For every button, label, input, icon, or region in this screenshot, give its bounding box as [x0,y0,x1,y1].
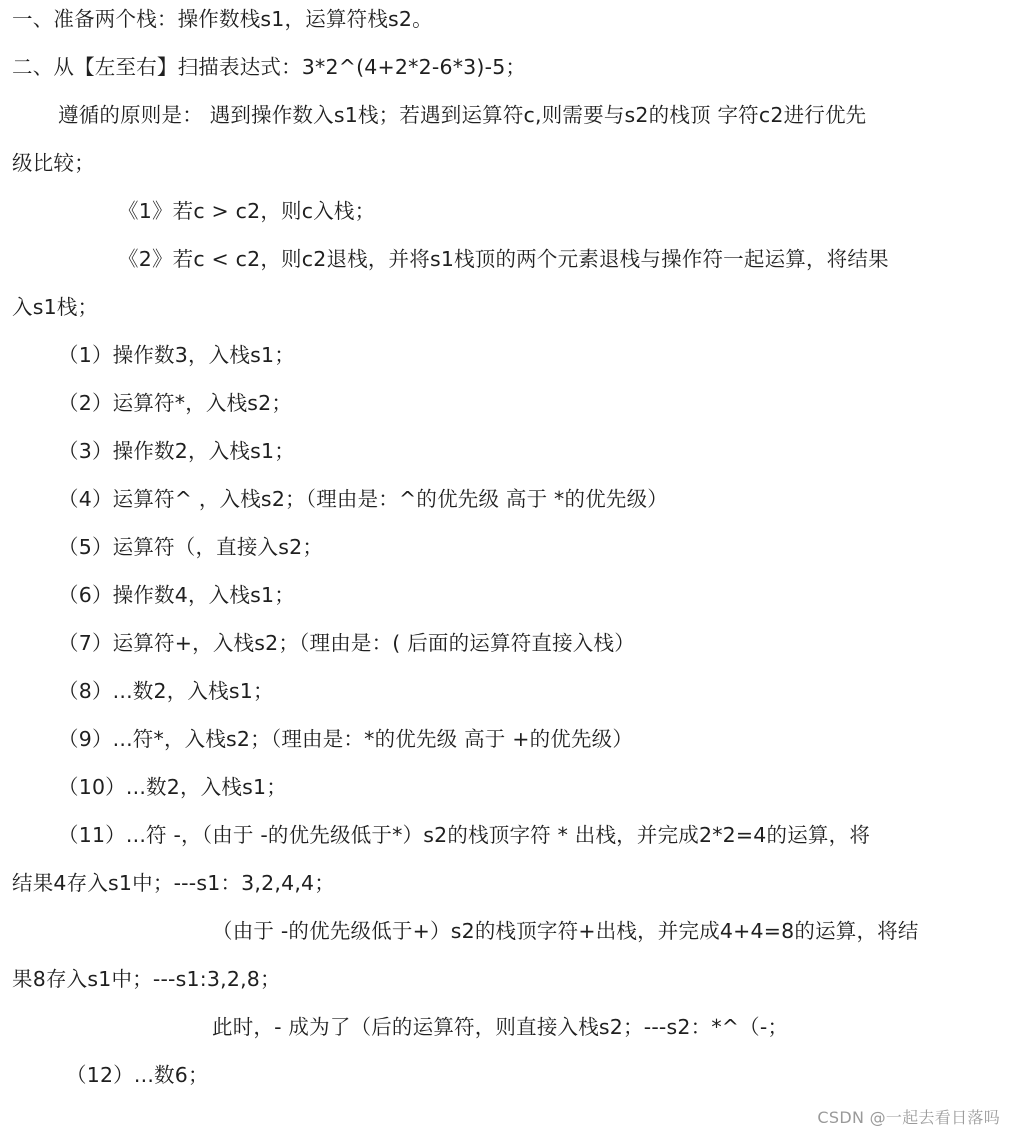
list-item-11: （11）...符 -，（由于 -的优先级低于*）s2的栈顶字符 * 出栈，并完成2*2=4的运算，将 [58,823,871,847]
principle-line-cont: 级比较； [12,151,95,175]
rule-1: 《1》若c > c2，则c入栈； [118,199,376,223]
list-item-3: （3）操作数2，入栈s1； [58,439,295,463]
list-item-8: （8）...数2，入栈s1； [58,679,274,703]
rule-2-cont: 入s1栈； [12,295,99,319]
heading-step-2: 二、从【左至右】扫描表达式：3*2^(4+2*2-6*3)-5； [12,55,527,79]
list-item-1: （1）操作数3，入栈s1； [58,343,295,367]
list-item-10: （10）...数2，入栈s1； [58,775,287,799]
list-item-6: （6）操作数4，入栈s1； [58,583,295,607]
list-item-9: （9）...符*，入栈s2；（理由是：*的优先级 高于 +的优先级） [58,727,634,751]
list-item-11-note-cont: 果8存入s1中；---s1:3,2,8； [12,967,281,991]
list-item-11-note-2: 此时，- 成为了（后的运算符，则直接入栈s2；---s2：*^（-； [212,1015,789,1039]
list-item-11-cont: 结果4存入s1中；---s1：3,2,4,4； [12,871,336,895]
csdn-watermark: CSDN @一起去看日落吗 [817,1108,1000,1127]
list-item-7: （7）运算符+，入栈s2；（理由是：( 后面的运算符直接入栈） [58,631,635,655]
rule-2: 《2》若c < c2，则c2退栈，并将s1栈顶的两个元素退栈与操作符一起运算，将结果 [118,247,889,271]
list-item-11-note: （由于 -的优先级低于+）s2的栈顶字符+出栈，并完成4+4=8的运算，将结 [212,919,919,943]
list-item-4: （4）运算符^ ，入栈s2；（理由是：^的优先级 高于 *的优先级） [58,487,668,511]
list-item-5: （5）运算符（，直接入s2； [58,535,324,559]
list-item-2: （2）运算符*，入栈s2； [58,391,293,415]
heading-step-1: 一、准备两个栈：操作数栈s1，运算符栈s2。 [12,7,433,31]
list-item-12: （12）...数6； [66,1063,209,1087]
principle-line: 遵循的原则是： 遇到操作数入s1栈；若遇到运算符c,则需要与s2的栈顶 字符c2进行优先 [58,103,867,127]
